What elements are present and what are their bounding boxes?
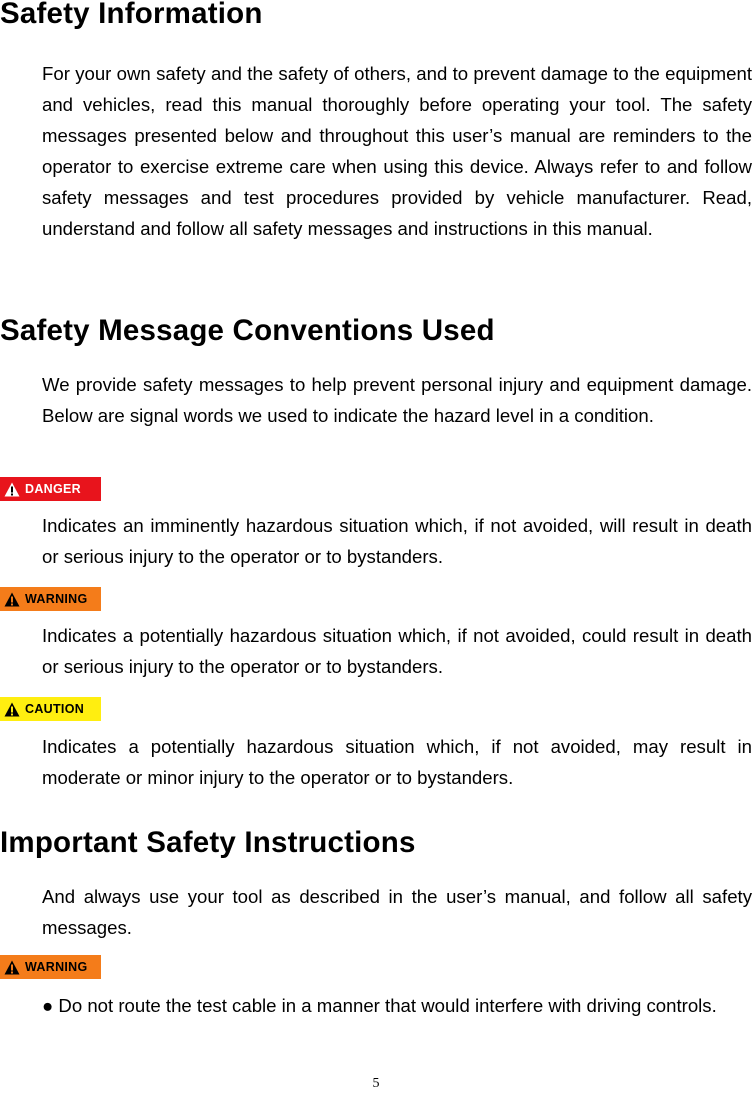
caution-description: Indicates a potentially hazardous situation which, if not avoided, may result in moderate or minor injury to the operator or to bystanders. (42, 736, 752, 788)
page-number: 5 (372, 1076, 380, 1091)
instructions-warning-badge (0, 955, 101, 979)
heading-safety-message-conventions: Safety Message Conventions Used (0, 314, 495, 347)
warning-triangle-icon (4, 702, 20, 717)
important-instructions-paragraph: And always use your tool as described in the user’s manual, and follow all safety messages. (42, 886, 752, 938)
danger-signal-badge (0, 477, 101, 501)
safety-information-paragraph: For your own safety and the safety of others, and to prevent damage to the equipment and vehicles, read this manual thoroughly before operating your tool. The safety messages presented below and throughout this user’s manual are reminders to the operator to exercise extreme care when using this device. Always refer to and follow safety messages and test procedures provided by vehicle manufacturer. Read, understand and follow all safety messages and instructions in this manual. (42, 63, 752, 239)
caution-label: CAUTION (25, 702, 85, 716)
caution-signal-badge (0, 697, 101, 721)
instructions-warning-label: WARNING (25, 960, 88, 974)
warning-triangle-icon (4, 482, 20, 497)
warning-label: WARNING (25, 592, 88, 606)
warning-triangle-icon (4, 592, 20, 607)
heading-important-safety-instructions: Important Safety Instructions (0, 826, 416, 859)
bullet-icon: ● (42, 995, 54, 1016)
warning-description: Indicates a potentially hazardous situation which, if not avoided, could result in death or serious injury to the operator or to bystanders. (42, 625, 752, 677)
bullet-text: Do not route the test cable in a manner that would interfere with driving controls. (58, 995, 717, 1016)
danger-label: DANGER (25, 482, 81, 496)
warning-signal-badge (0, 587, 101, 611)
warning-triangle-icon (4, 960, 20, 975)
danger-description: Indicates an imminently hazardous situation which, if not avoided, will result in death or serious injury to the operator or to bystanders. (42, 515, 752, 567)
conventions-paragraph: We provide safety messages to help prevent personal injury and equipment damage. Below are signal words we used to indicate the hazard level in a condition. (42, 374, 752, 426)
list-item (42, 991, 752, 1022)
heading-safety-information: Safety Information (0, 0, 263, 30)
